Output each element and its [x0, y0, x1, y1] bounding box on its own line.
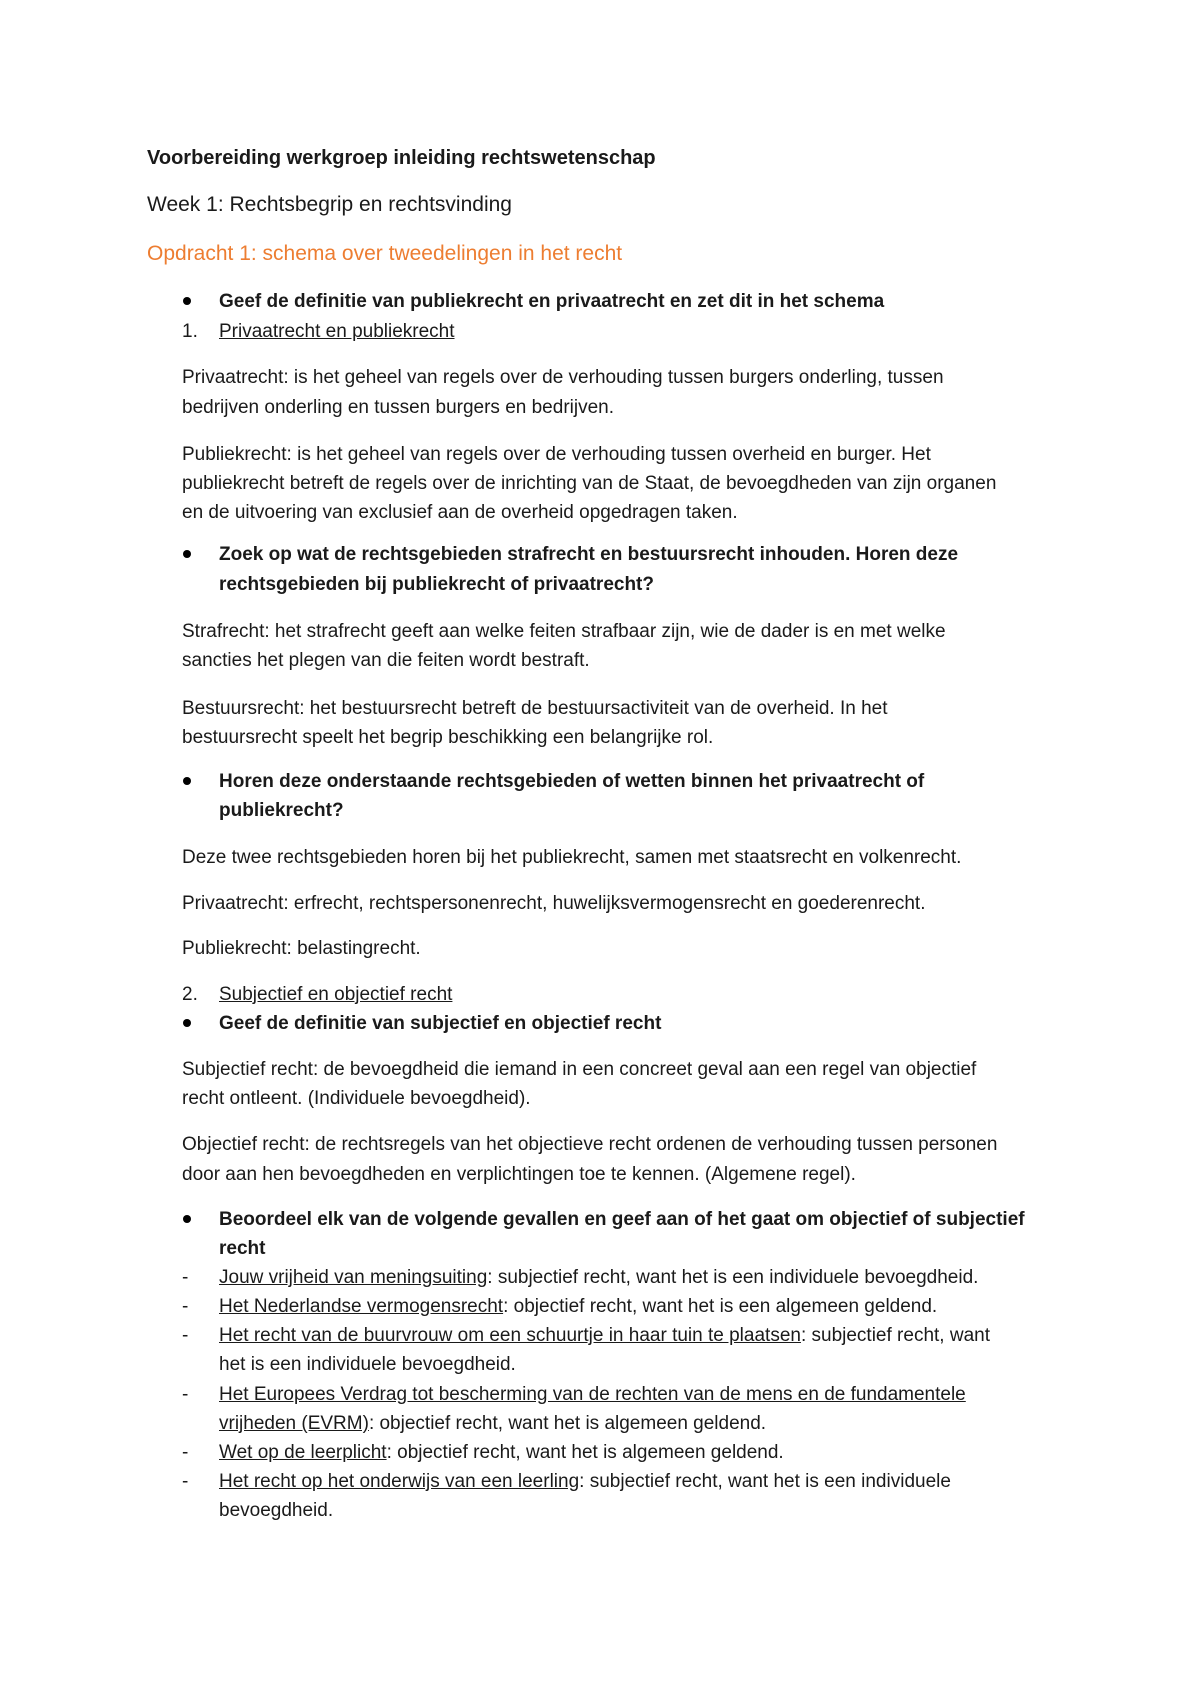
list-item-continuation: het is een individuele bevoegdheid.: [219, 1354, 516, 1375]
paragraph-line: Publiekrecht: is het geheel van regels over de verhouding tussen overheid en burger. Het: [182, 444, 931, 465]
paragraph-line: sancties het plegen van die feiten wordt bestraft.: [182, 650, 590, 671]
question-5-cont: recht: [219, 1238, 266, 1259]
paragraph-line: Deze twee rechtsgebieden horen bij het publiekrecht, samen met staatsrecht en volkenrecht.: [182, 847, 962, 868]
paragraph-line: Privaatrecht: is het geheel van regels over de verhouding tussen burgers onderling, tussen: [182, 367, 944, 388]
bullet-icon: [183, 1019, 191, 1027]
list-item: [219, 1412, 766, 1436]
question-4: Geef de definitie van subjectief en objectief recht: [219, 1013, 662, 1034]
list-item-continuation: bevoegdheid.: [219, 1500, 334, 1521]
list-item-term: vrijheden (EVRM): [219, 1413, 369, 1434]
paragraph-line: publiekrecht betreft de regels over de inrichting van de Staat, de bevoegdheden van zijn organen: [182, 473, 997, 494]
question-2-cont: rechtsgebieden bij publiekrecht of privaatrecht?: [219, 574, 654, 595]
paragraph-line: Subjectief recht: de bevoegdheid die iemand in een concreet geval aan een regel van objectief: [182, 1059, 977, 1080]
assignment-heading: Opdracht 1: schema over tweedelingen in het recht: [147, 242, 623, 265]
question-1: Geef de definitie van publiekrecht en privaatrecht en zet dit in het schema: [219, 291, 885, 312]
paragraph-line: Bestuursrecht: het bestuursrecht betreft de bestuursactiviteit van de overheid. In het: [182, 698, 888, 719]
question-2: Zoek op wat de rechtsgebieden strafrecht en bestuursrecht inhouden. Horen deze: [219, 544, 959, 565]
list-item-term: Jouw vrijheid van meningsuiting: [219, 1267, 488, 1288]
list-item-term: Het recht op het onderwijs van een leerling: [219, 1471, 580, 1492]
dash-marker: -: [182, 1471, 189, 1492]
bullet-icon: [183, 777, 191, 785]
question-3: Horen deze onderstaande rechtsgebieden of wetten binnen het privaatrecht of: [219, 771, 925, 792]
list-number-2: 2.: [182, 984, 198, 1005]
document-title: Voorbereiding werkgroep inleiding rechtswetenschap: [147, 147, 656, 169]
section-1-title: Privaatrecht en publiekrecht: [219, 321, 455, 342]
paragraph-line: Privaatrecht: erfrecht, rechtspersonenrecht, huwelijksvermogensrecht en goederenrecht.: [182, 893, 926, 914]
bullet-icon: [183, 550, 191, 558]
list-item-text: : objectief recht, want het is algemeen geldend.: [368, 1413, 767, 1434]
list-item-term: Het Nederlandse vermogensrecht: [219, 1296, 504, 1317]
dash-marker: -: [182, 1442, 189, 1463]
question-5: Beoordeel elk van de volgende gevallen en geef aan of het gaat om objectief of subjectief: [219, 1209, 1025, 1230]
paragraph-line: bedrijven onderling en tussen burgers en bedrijven.: [182, 397, 614, 418]
list-item: [219, 1441, 784, 1465]
list-item: [219, 1324, 990, 1348]
list-item-text: : subjectief recht, want: [800, 1325, 990, 1346]
list-item-text: : objectief recht, want het is algemeen geldend.: [386, 1442, 784, 1463]
question-3-cont: publiekrecht?: [219, 800, 344, 821]
list-item-text: : subjectief recht, want het is een individuele bevoegdheid.: [487, 1267, 979, 1288]
section-2-title: Subjectief en objectief recht: [219, 984, 453, 1005]
list-item-term: Het recht van de buurvrouw om een schuurtje in haar tuin te plaatsen: [219, 1325, 801, 1346]
list-number-1: 1.: [182, 321, 198, 342]
paragraph-line: bestuursrecht speelt het begrip beschikking een belangrijke rol.: [182, 727, 714, 748]
dash-marker: -: [182, 1384, 189, 1405]
paragraph-line: en de uitvoering van exclusief aan de overheid opgedragen taken.: [182, 502, 738, 523]
list-item: [219, 1470, 951, 1494]
dash-marker: -: [182, 1325, 189, 1346]
paragraph-line: Objectief recht: de rechtsregels van het objectieve recht ordenen de verhouding tussen personen: [182, 1134, 998, 1155]
week-heading: Week 1: Rechtsbegrip en rechtsvinding: [147, 193, 512, 216]
paragraph-line: door aan hen bevoegdheden en verplichtingen toe te kennen. (Algemene regel).: [182, 1164, 856, 1185]
dash-marker: -: [182, 1267, 189, 1288]
list-item: [219, 1295, 937, 1319]
list-item-term: Wet op de leerplicht: [219, 1442, 387, 1463]
dash-marker: -: [182, 1296, 189, 1317]
list-item-term: Het Europees Verdrag tot bescherming van de rechten van de mens en de fundamentele: [219, 1384, 966, 1405]
bullet-icon: [183, 1215, 191, 1223]
paragraph-line: Publiekrecht: belastingrecht.: [182, 938, 421, 959]
list-item-text: : subjectief recht, want het is een individuele: [579, 1471, 951, 1492]
list-item-text: : objectief recht, want het is een algemeen geldend.: [503, 1296, 938, 1317]
list-item: [219, 1266, 978, 1290]
bullet-icon: [183, 297, 191, 305]
paragraph-line: Strafrecht: het strafrecht geeft aan welke feiten strafbaar zijn, wie de dader is en met welke: [182, 621, 946, 642]
paragraph-line: recht ontleent. (Individuele bevoegdheid).: [182, 1088, 531, 1109]
